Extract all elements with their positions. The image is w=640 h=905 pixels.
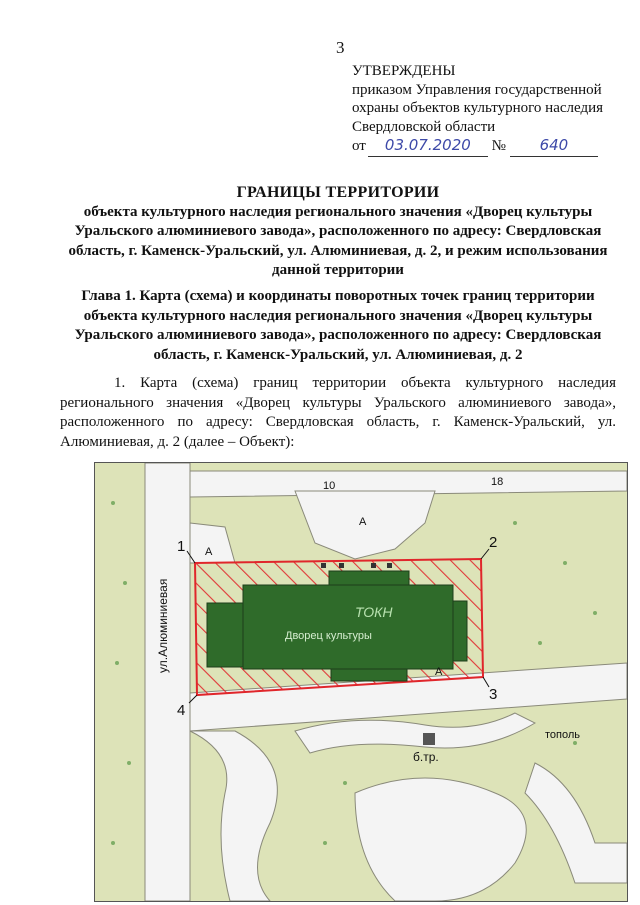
label-18: 18 — [491, 476, 504, 488]
label-a-2: А — [359, 516, 367, 528]
building-main — [243, 585, 453, 669]
corner-point-2: 2 — [489, 534, 498, 551]
transformer-label: б.тр. — [413, 750, 439, 764]
corner-point-1: 1 — [177, 538, 186, 555]
title-subtitle: объекта культурного наследия регионального значения «Дворец культуры Уральского алюминиевого завода», расположенного по адресу: Свердловская область, г. Каменск-Уральский, ул. Алюминиевая, д. 2, и режим использования данной территории — [68, 203, 608, 278]
approval-title: УТВЕРЖДЕНЫ — [352, 63, 456, 79]
building-annex-south — [331, 669, 407, 681]
corner-point-4: 4 — [177, 702, 186, 719]
building-wing-east — [453, 601, 467, 661]
map-svg — [95, 463, 627, 901]
territory-map — [94, 462, 628, 902]
date-handwritten: 03.07.2020 — [384, 136, 471, 154]
label-topol: тополь — [545, 729, 581, 741]
building-code-label: ТОКН — [355, 604, 393, 620]
approval-line-1: приказом Управления государственной — [352, 81, 602, 98]
approval-line-3: Свердловской области — [352, 118, 496, 135]
corner-point-3: 3 — [489, 686, 498, 703]
page-number: 3 — [336, 38, 345, 57]
chapter-heading: Глава 1. Карта (схема) и координаты поворотных точек границ территории объекта культурного наследия регионального значения «Дворец культуры Уральского алюминиевого завода», расположенного по адресу: Свердловская область, г. Каменск-Уральский, ул. Алюминиевая, д. 2 — [74, 288, 602, 363]
number-field — [510, 136, 598, 157]
label-a-1: А — [205, 546, 213, 558]
number-prefix: № — [491, 138, 506, 154]
approval-block — [352, 62, 624, 157]
label-10: 10 — [323, 480, 336, 492]
approval-line-2: охраны объектов культурного наследия — [352, 100, 604, 116]
title-main: ГРАНИЦЫ ТЕРРИТОРИИ — [236, 184, 440, 201]
building-name-label: Дворец культуры — [285, 630, 372, 642]
number-handwritten: 640 — [539, 136, 569, 154]
street-label: ул.Алюминиевая — [156, 578, 170, 673]
label-a-3: А — [435, 666, 443, 678]
document-title — [60, 183, 616, 281]
approval-date-row — [352, 136, 624, 157]
street-road — [145, 463, 190, 901]
date-prefix: от — [352, 138, 366, 154]
building-wing-west — [207, 603, 245, 667]
paragraph-1: 1. Карта (схема) границ территории объекта культурного наследия регионального значения «Дворец культуры Уральского алюминиевого завода», расположенного по адресу: Свердловская область, г. Каменск-Уральский, ул. Алюминиевая, д. 2 (далее – Объект): — [60, 375, 616, 450]
transformer-building — [423, 733, 435, 745]
date-field — [368, 136, 488, 157]
